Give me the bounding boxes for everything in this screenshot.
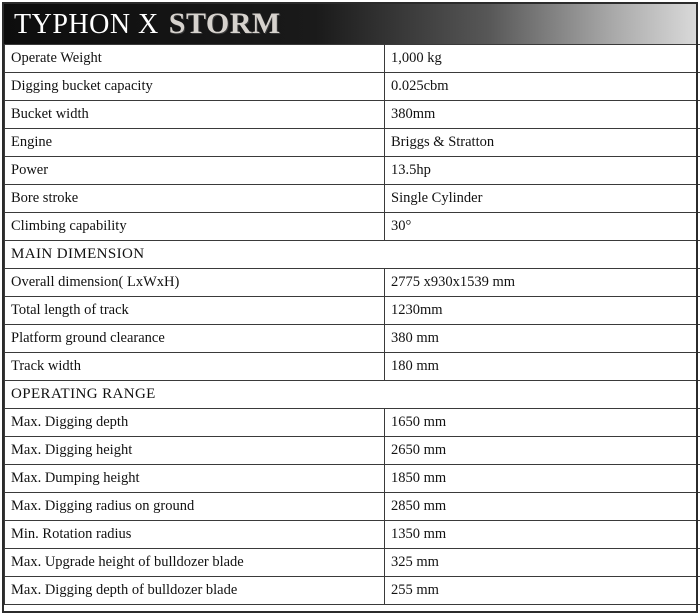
- specification-table: [4, 44, 700, 605]
- table-row: [5, 129, 700, 157]
- spec-label: Digging bucket capacity: [5, 73, 385, 101]
- table-row: [5, 45, 700, 73]
- table-row: [5, 185, 700, 213]
- page-title: [4, 7, 281, 41]
- spec-value: 1230mm: [385, 297, 700, 325]
- spec-label: Max. Digging depth: [5, 409, 385, 437]
- spec-value: 30°: [385, 213, 700, 241]
- spec-value: 13.5hp: [385, 157, 700, 185]
- spec-value: 180 mm: [385, 353, 700, 381]
- table-row: [5, 409, 700, 437]
- spec-value: 2775 x930x1539 mm: [385, 269, 700, 297]
- spec-label: Max. Dumping height: [5, 465, 385, 493]
- spec-label: Max. Digging depth of bulldozer blade: [5, 577, 385, 605]
- table-row: [5, 549, 700, 577]
- table-row: [5, 269, 700, 297]
- spec-label: Min. Rotation radius: [5, 521, 385, 549]
- header-banner: [4, 4, 696, 44]
- table-row: [5, 213, 700, 241]
- spec-label: Max. Upgrade height of bulldozer blade: [5, 549, 385, 577]
- spec-label: Track width: [5, 353, 385, 381]
- title-primary: TYPHON X: [14, 9, 159, 40]
- spec-label: Bore stroke: [5, 185, 385, 213]
- table-section-row: [5, 241, 700, 269]
- spec-value: 325 mm: [385, 549, 700, 577]
- spec-value: 2650 mm: [385, 437, 700, 465]
- spec-label: Engine: [5, 129, 385, 157]
- spec-label: Power: [5, 157, 385, 185]
- spec-value: 380 mm: [385, 325, 700, 353]
- table-row: [5, 521, 700, 549]
- spec-value: 1850 mm: [385, 465, 700, 493]
- spec-value: 380mm: [385, 101, 700, 129]
- table-row: [5, 493, 700, 521]
- spec-label: Overall dimension( LxWxH): [5, 269, 385, 297]
- spec-value: 1650 mm: [385, 409, 700, 437]
- spec-value: 1350 mm: [385, 521, 700, 549]
- table-row: [5, 325, 700, 353]
- table-row: [5, 101, 700, 129]
- table-row: [5, 297, 700, 325]
- title-secondary: STORM: [168, 7, 281, 40]
- spec-label: Bucket width: [5, 101, 385, 129]
- spec-label: Total length of track: [5, 297, 385, 325]
- spec-value: 1,000 kg: [385, 45, 700, 73]
- spec-value: 2850 mm: [385, 493, 700, 521]
- table-row: [5, 157, 700, 185]
- table-section-row: [5, 381, 700, 409]
- section-heading: OPERATING RANGE: [5, 381, 700, 409]
- section-heading: MAIN DIMENSION: [5, 241, 700, 269]
- spec-label: Operate Weight: [5, 45, 385, 73]
- spec-label: Max. Digging height: [5, 437, 385, 465]
- spec-value: 255 mm: [385, 577, 700, 605]
- spec-value: Single Cylinder: [385, 185, 700, 213]
- table-row: [5, 577, 700, 605]
- spec-value: Briggs & Stratton: [385, 129, 700, 157]
- table-row: [5, 73, 700, 101]
- table-body: [5, 45, 700, 605]
- spec-label: Platform ground clearance: [5, 325, 385, 353]
- table-row: [5, 465, 700, 493]
- table-row: [5, 353, 700, 381]
- spec-label: Climbing capability: [5, 213, 385, 241]
- table-row: [5, 437, 700, 465]
- spec-value: 0.025cbm: [385, 73, 700, 101]
- spec-label: Max. Digging radius on ground: [5, 493, 385, 521]
